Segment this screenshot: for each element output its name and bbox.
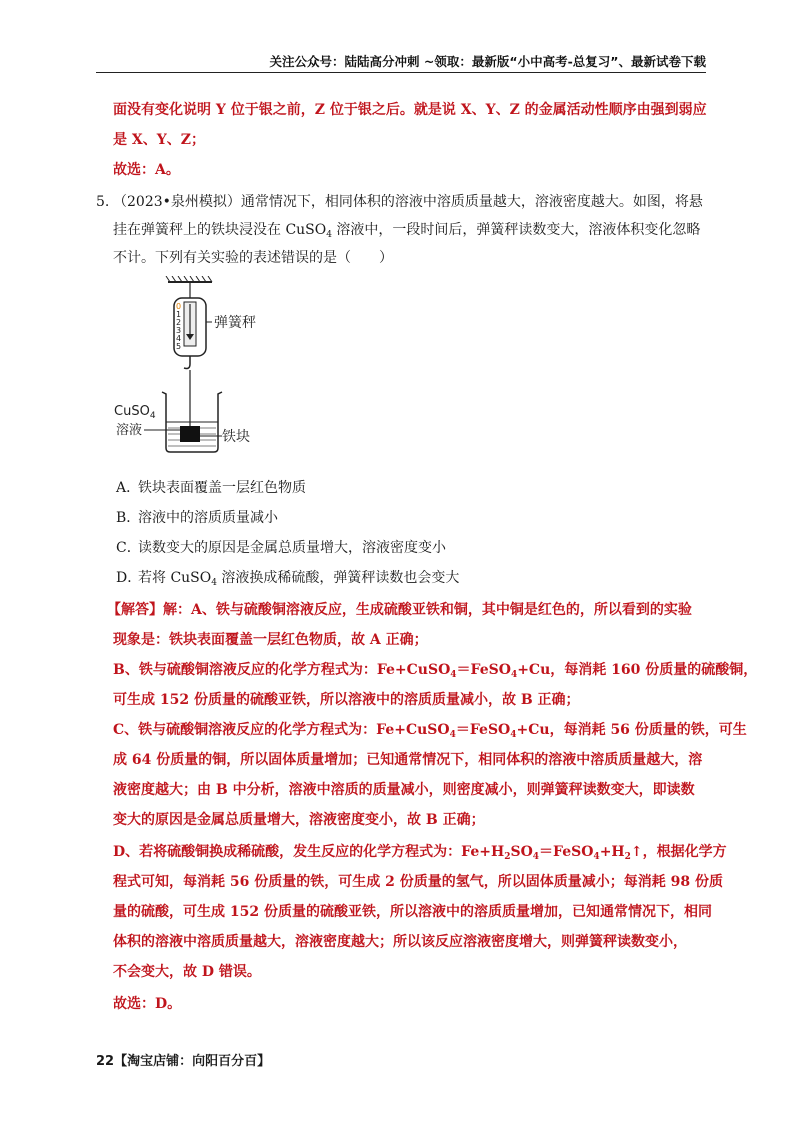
page-header: 关注公众号：陆陆高分冲刺 ~领取：最新版“小中高考-总复习”、最新试卷下载 — [269, 54, 706, 69]
experiment-figure — [110, 276, 310, 456]
solution-formula-label: CuSO$_4$ — [114, 404, 156, 421]
option-b: B．溶液中的溶质质量减小 — [116, 510, 278, 526]
iron-block — [180, 426, 200, 442]
answer-d-line-4: 体积的溶液中溶质质量越大，溶液密度越大；所以该反应溶液密度增大，则弹簧秤读数变小， — [113, 934, 687, 950]
shop-name: 【淘宝店铺：向阳百分百】 — [114, 1054, 271, 1069]
answer-c-line-4: 变大的原因是金属总质量增大，溶液密度变小，故 B 正确； — [113, 812, 485, 828]
question-line-1: （2023•泉州模拟）通常情况下，相同体积的溶液中溶质质量越大，溶液密度越大。如图，将悬 — [113, 194, 703, 210]
answer-a-line-1: 【解答】解：A、铁与硫酸铜溶液反应，生成硫酸亚铁和铜，其中铜是红色的，所以看到的实验 — [107, 602, 692, 618]
beaker — [162, 392, 222, 452]
question-number: 5. — [96, 194, 110, 210]
answer-final: 故选：D。 — [113, 996, 182, 1012]
prev-answer-line-1: 面没有变化说明 Y 位于银之前，Z 位于银之后。就是说 X、Y、Z 的金属活动性顺序由强到弱应 — [113, 102, 707, 118]
spring-scale — [174, 298, 256, 369]
scale-tick-5: 5 — [176, 342, 182, 351]
scale-tick-3: 3 — [176, 326, 182, 335]
answer-b-line-1: B、铁与硫酸铜溶液反应的化学方程式为：Fe+CuSO$_4$＝FeSO$_4$+Cu，每消耗 160 份质量的硫酸铜， — [113, 662, 758, 680]
answer-d-line-5: 不会变大，故 D 错误。 — [113, 964, 261, 980]
answer-tag: 【解答】 — [107, 602, 163, 618]
answer-d-line-1: D、若将硫酸铜换成稀硫酸，发生反应的化学方程式为：$Fe+H_2SO_4=FeSO_4+H_2↑$，根据化学方 — [113, 844, 727, 862]
answer-a-line-2: 现象是：铁块表面覆盖一层红色物质，故 A 正确； — [113, 632, 428, 648]
block-label: 铁块 — [222, 429, 250, 445]
scale-tick-2: 2 — [176, 318, 182, 327]
answer-d-line-3: 量的硫酸，可生成 152 份质量的硫酸亚铁，所以溶液中的溶质质量增加，已知通常情况下，相同 — [113, 904, 712, 920]
ceiling-mount — [166, 276, 212, 298]
header-divider — [96, 72, 706, 73]
option-a: A．铁块表面覆盖一层红色物质 — [116, 480, 306, 496]
solution-word-label: 溶液 — [116, 423, 143, 438]
scale-tick-1: 1 — [176, 310, 182, 319]
scale-tick-4: 4 — [176, 334, 182, 343]
page-footer — [96, 1050, 270, 1069]
page-number: 22 — [96, 1054, 115, 1069]
scale-tick-0: 0 — [176, 302, 182, 311]
prev-answer-line-2: 是 X、Y、Z； — [113, 132, 205, 148]
question-line-2: 挂在弹簧秤上的铁块浸没在 CuSO$_4$ 溶液中，一段时间后，弹簧秤读数变大，溶液体积变化忽略 — [113, 222, 701, 240]
question-line-3: 不计。下列有关实验的表述错误的是（ ） — [113, 250, 393, 266]
answer-c-line-3: 液密度越大；由 B 中分析，溶液中溶质的质量减小，则密度减小，则弹簧秤读数变大，即读数 — [113, 782, 695, 798]
prev-answer-line-3: 故选：A。 — [113, 162, 180, 178]
option-c: C．读数变大的原因是金属总质量增大，溶液密度变小 — [116, 540, 446, 556]
answer-c-line-1: C、铁与硫酸铜溶液反应的化学方程式为：Fe+CuSO$_4$＝FeSO$_4$+Cu，每消耗 56 份质量的铁，可生 — [113, 722, 747, 740]
scale-label: 弹簧秤 — [214, 315, 256, 331]
answer-d-line-2: 程式可知，每消耗 56 份质量的铁，可生成 2 份质量的氢气，所以固体质量减小；每消耗 98 份质 — [113, 874, 723, 890]
answer-b-line-2: 可生成 152 份质量的硫酸亚铁，所以溶液中的溶质质量减小，故 B 正确； — [113, 692, 580, 708]
answer-c-line-2: 成 64 份质量的铜，所以固体质量增加；已知通常情况下，相同体积的溶液中溶质质量越大，溶 — [113, 752, 703, 768]
option-d: D．若将 CuSO$_4$ 溶液换成稀硫酸，弹簧秤读数也会变大 — [116, 570, 460, 588]
